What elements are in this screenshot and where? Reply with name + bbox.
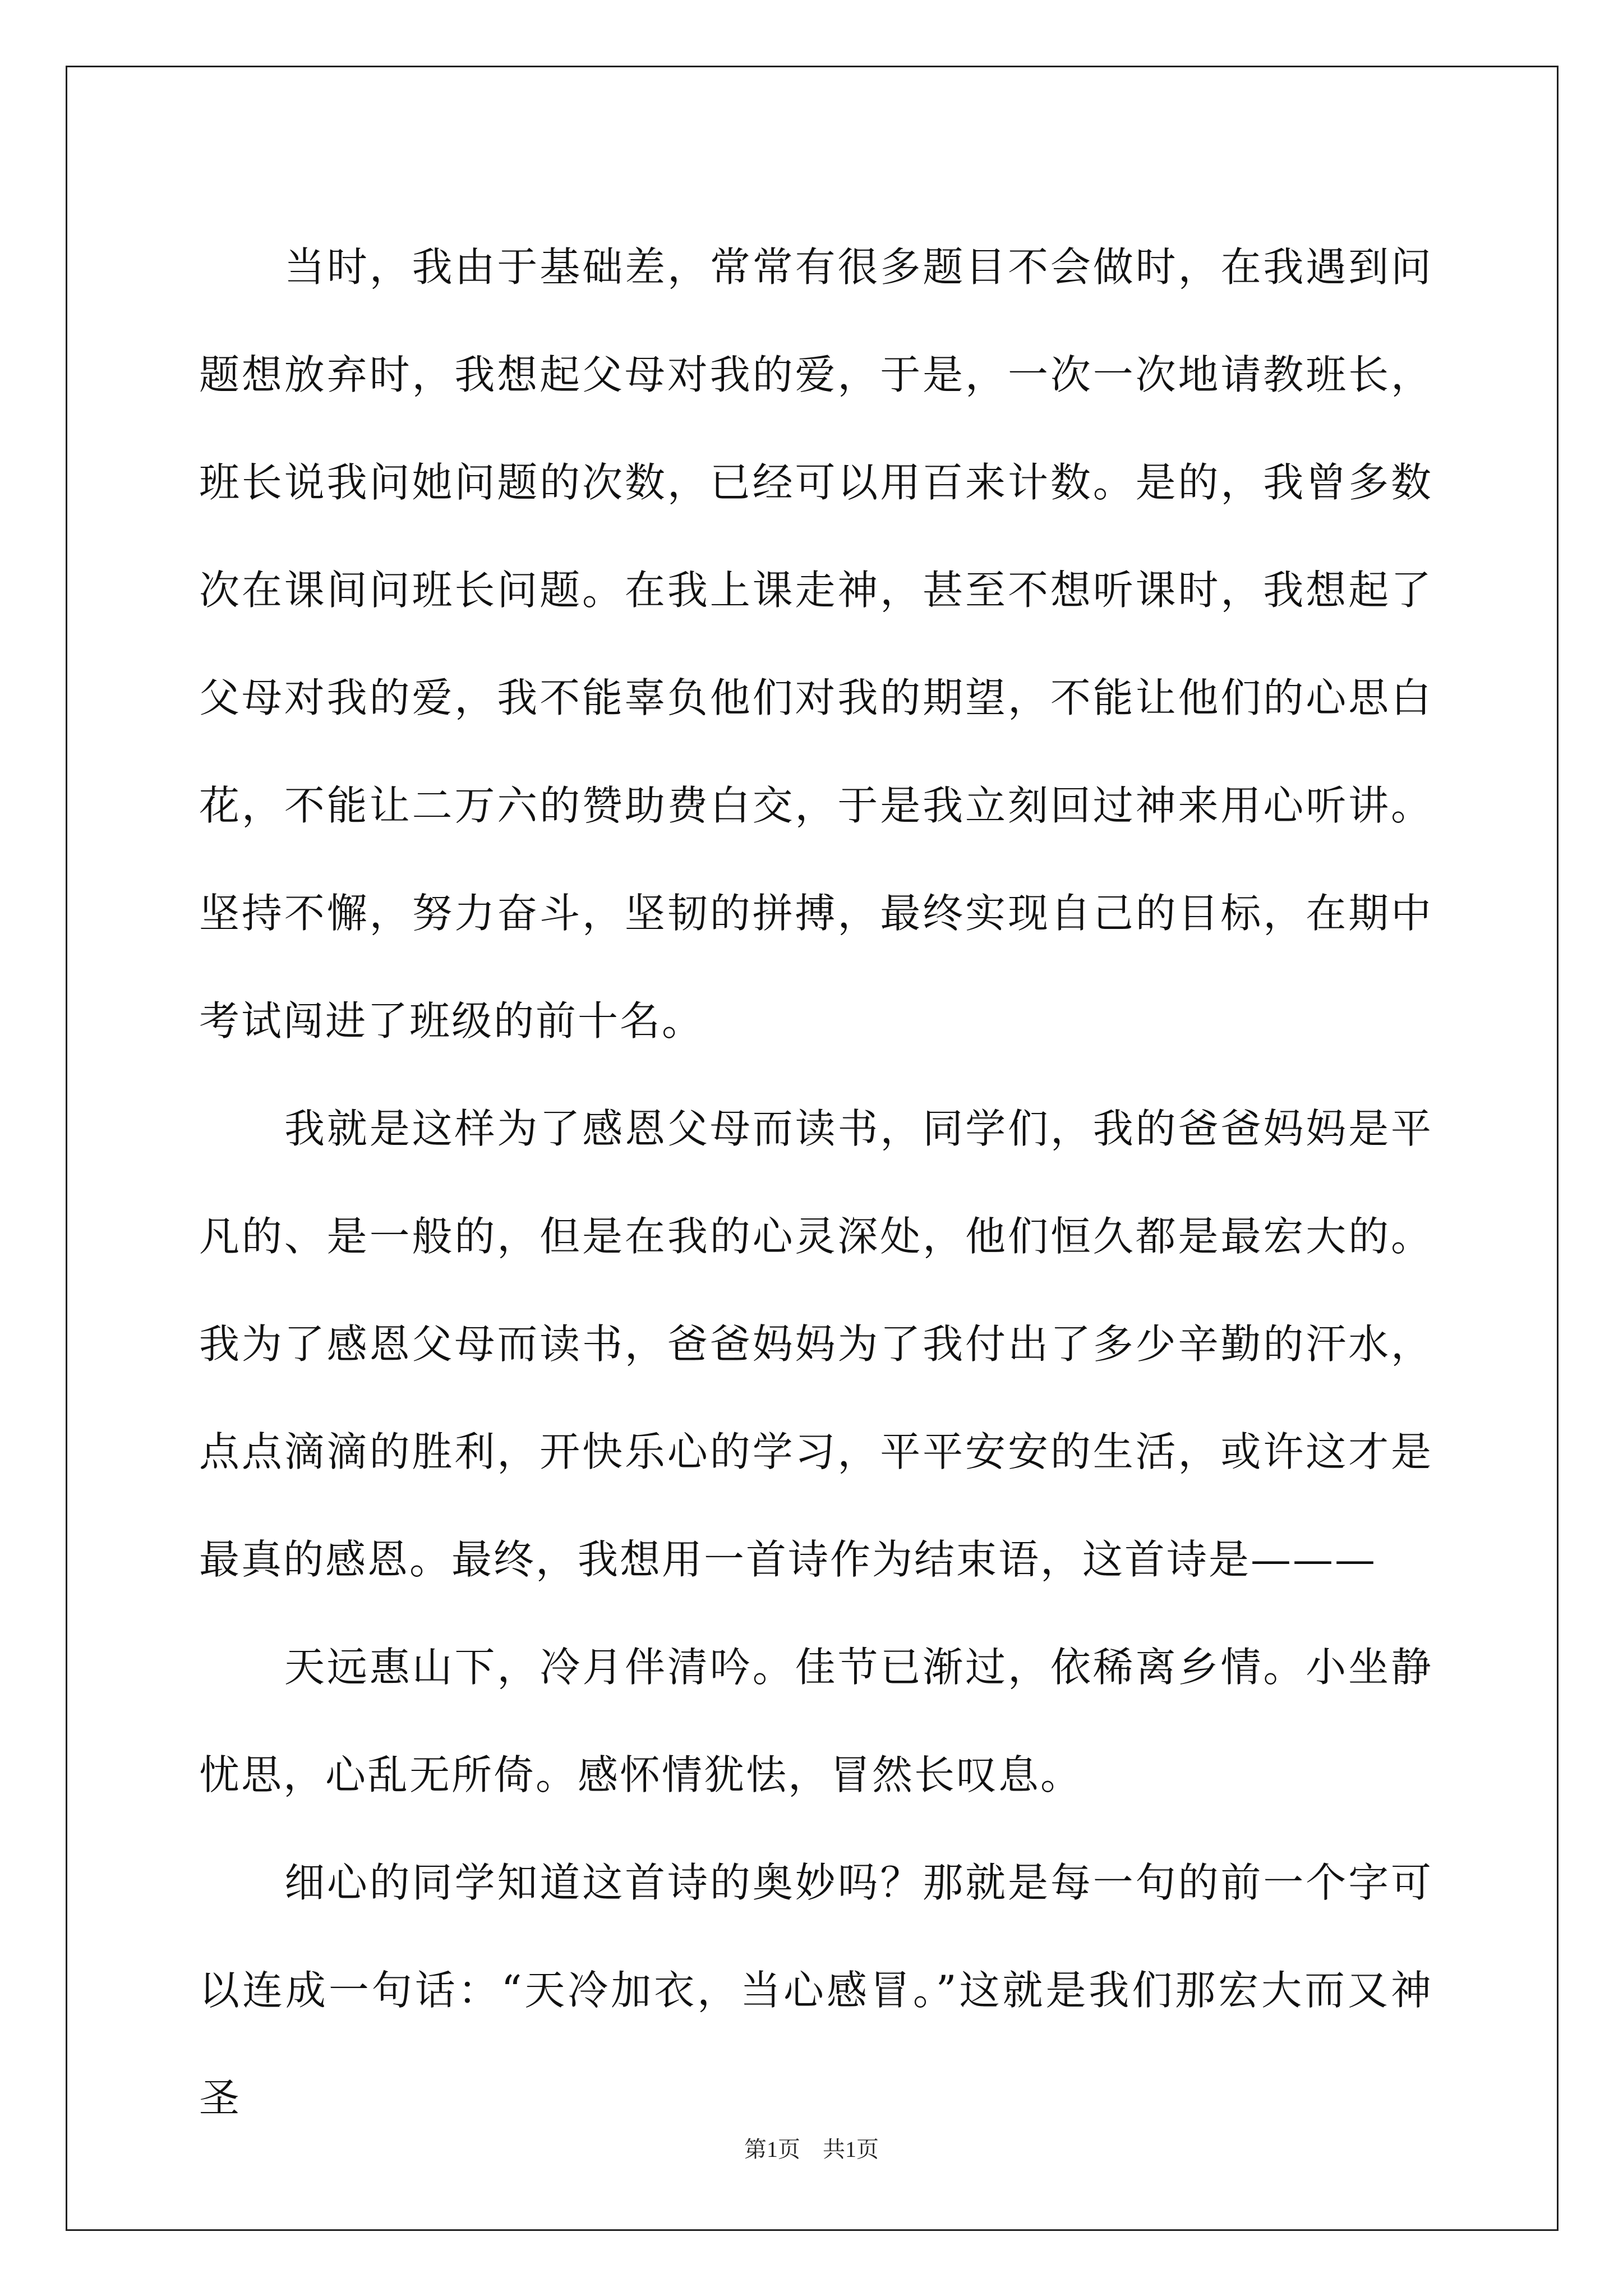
page-footer: 第1页 共1页 [744, 2137, 879, 2162]
paragraph-4: 细心的同学知道这首诗的奥妙吗？那就是每一句的前一个字可以连成一句话：“天冷加衣，当心感冒。”这就是我们那宏大而又神圣 [199, 1859, 1433, 2122]
document-body [199, 213, 1433, 2152]
paragraph-1: 当时，我由于基础差，常常有很多题目不会做时，在我遇到问题想放弃时，我想起父母对我的爱，于是，一次一次地请教班长，班长说我问她问题的次数，已经可以用百来计数。是的，我曾多数次在课间问班长问题。在我上课走神，甚至不想听课时，我想起了父母对我的爱，我不能辜负他们对我的期望，不能让他们的心思白花，不能让二万六的赞助费白交，于是我立刻回过神来用心听讲。坚持不懈，努力奋斗，坚韧的拼搏，最终实现自己的目标，在期中考试闯进了班级的前十名。 [199, 243, 1433, 1045]
paragraph-2: 我就是这样为了感恩父母而读书，同学们，我的爸爸妈妈是平凡的、是一般的，但是在我的心灵深处，他们恒久都是最宏大的。我为了感恩父母而读书，爸爸妈妈为了我付出了多少辛勤的汗水，点点滴滴的胜利，开快乐心的学习，平平安安的生活，或许这才是最真的感恩。最终，我想用一首诗作为结束语，这首诗是——— [199, 1105, 1433, 1583]
paragraph-3: 天远惠山下，冷月伴清吟。佳节已渐过，依稀离乡情。小坐静忧思，心乱无所倚。感怀情犹怯，冒然长叹息。 [199, 1644, 1433, 1798]
